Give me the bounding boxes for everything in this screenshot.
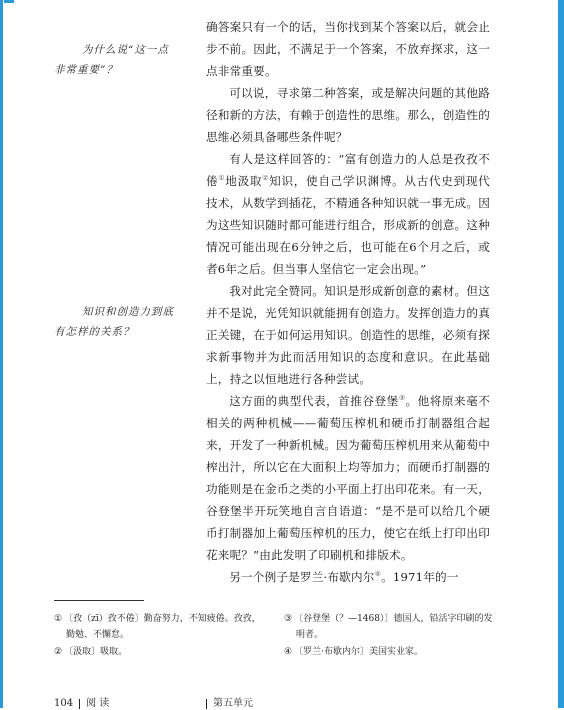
book-title: 阅 读	[86, 698, 110, 709]
footnote-4-number: ④	[284, 647, 293, 657]
footnote-4	[284, 644, 494, 660]
footnote-3-text: 〔谷登堡（？—1468）〕德国人，铅活字印刷的发明者。	[294, 614, 493, 640]
footnote-3-number: ③	[284, 614, 293, 624]
margin-question-2-line-2: 有怎样的关系？	[54, 326, 135, 338]
paragraph-6	[206, 566, 490, 588]
margin-question-1-line-2: 非常重要”？	[54, 64, 118, 76]
footnote-1-number: ①	[54, 614, 63, 624]
page-footer-left	[54, 698, 109, 710]
paragraph-4: 我对此完全赞同。知识是形成新创意的素材。但这并不是说，光凭知识就能拥有创造力。发挥创造力的真正关键，在于如何运用知识。创造性的思维，必须有探求新事物并为此而活用知识的态度和意识。在此基础上，持之以恒地进行各种尝试。	[206, 284, 490, 386]
footnote-2-number: ②	[54, 647, 63, 657]
page-footer-right	[206, 698, 253, 710]
paragraph-3-part-3: 知识，使自己学识渊博。从古代史到现代技术，从数学到插花，不精通各种知识就一事无成。因为这些知识随时都可能进行组合，形成新的创意。这种情况可能出现在6分钟之后，也可能在6个月之后，或者6年之后。但当事人坚信它一定会出现。”	[206, 174, 490, 276]
footnote-4-text: 〔罗兰·布歇内尔〕美国实业家。	[294, 647, 423, 657]
footnote-1	[54, 611, 269, 643]
footnotes-right	[284, 611, 494, 661]
paragraph-5	[206, 390, 490, 566]
footnote-divider	[54, 600, 144, 601]
footnote-2-text: 〔汲取〕吸取。	[64, 647, 128, 657]
footnote-mark-4[interactable]: ④	[374, 570, 382, 579]
margin-question-1	[54, 40, 194, 80]
footnote-mark-3[interactable]: ③	[398, 394, 406, 403]
footnote-3	[284, 611, 494, 643]
page-frame-left	[0, 0, 3, 708]
footnotes-left	[54, 611, 269, 661]
paragraph-1: 确答案只有一个的话，当你找到某个答案以后，就会止步不前。因此，不满足于一个答案，不放弃探求，这一点非常重要。	[206, 20, 490, 78]
footnote-mark-2[interactable]: ②	[262, 174, 270, 183]
margin-question-1-line-1: 为什么说“这一点	[82, 44, 169, 56]
page-number: 104	[54, 698, 74, 709]
paragraph-3-part-1: 有人是这样回答的：“富有创造力的人总是孜孜不倦	[206, 152, 490, 188]
main-text	[206, 16, 490, 588]
paragraph-2: 可以说，寻求第二种答案，或是解决问题的其他路径和新的方法，有赖于创造性的思维。那么，创造性的思维必须具备哪些条件呢？	[206, 86, 490, 144]
page-frame-right	[558, 0, 564, 708]
footnote-mark-1[interactable]: ①	[218, 174, 226, 183]
unit-label: 第五单元	[213, 698, 253, 709]
paragraph-3-part-2: 地汲取	[225, 174, 263, 188]
footer-separator-2	[206, 699, 207, 709]
paragraph-3	[206, 148, 490, 280]
paragraph-5-part-1: 这方面的典型代表，首推谷登堡	[229, 394, 399, 408]
footer-separator	[79, 699, 80, 709]
footnote-1-text: 〔孜（zī）孜不倦〕勤奋努力，不知疲倦。孜孜，勤勉、不懈怠。	[64, 614, 261, 640]
margin-question-2-line-1: 知识和创造力到底	[82, 306, 174, 318]
paragraph-6-part-1: 另一个例子是罗兰·布歇内尔	[229, 570, 375, 584]
paragraph-5-part-2: 。他将原来毫不相关的两种机械——葡萄压榨机和硬币打制器组合起来，开发了一种新机械。因为葡萄压榨机用来从葡萄中榨出汁，所以它在大面积上均等加力；而硬币打制器的功能则是在金币之类的小平面上打出印花来。有一天，谷登堡半开玩笑地自言自语道：“是不是可以给几个硬币打制器加上葡萄压榨机的压力，使它在纸上打印出印花来呢？”由此发明了印刷机和排版术。	[206, 394, 490, 562]
footnote-2	[54, 644, 269, 660]
margin-question-2	[54, 302, 194, 342]
page-frame-top-mark	[4, 0, 14, 3]
paragraph-6-part-2: 。1971年的一	[381, 570, 459, 584]
